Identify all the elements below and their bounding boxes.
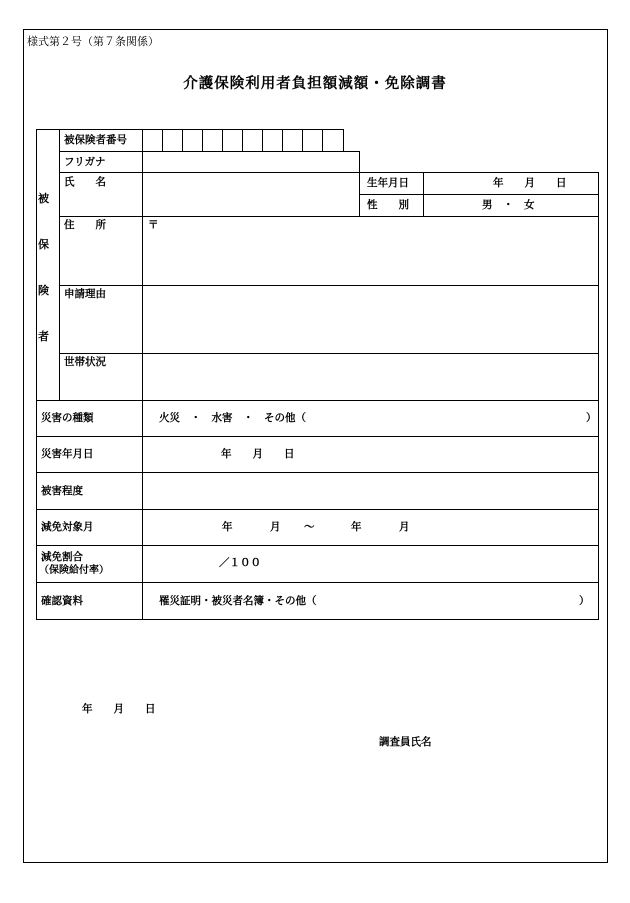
disaster-date-label: 災害年月日 (41, 448, 94, 460)
exemption-period-year1: 年 (222, 521, 233, 533)
sex-label: 性 別 (367, 199, 409, 211)
disaster-type-close-paren: ） (586, 412, 597, 424)
name-label: 氏 名 (64, 176, 106, 188)
household-label: 世帯状況 (64, 356, 106, 368)
birthdate-label: 生年月日 (367, 177, 409, 189)
exemption-period-year2: 年 (351, 521, 362, 533)
form-title: 介護保険利用者負担額減額・免除調書 (183, 76, 447, 92)
disaster-type-label: 災害の種類 (41, 412, 94, 424)
confirmation-docs-label: 確認資料 (41, 595, 83, 607)
exemption-rate-sublabel: （保険給付率） (39, 565, 109, 576)
exemption-period-month2: 月 (399, 521, 410, 533)
insured-group-label-1: 被 (38, 192, 49, 205)
form-number: 様式第２号（第７条関係） (27, 35, 159, 48)
confirmation-docs-close-paren: ） (579, 595, 590, 607)
exemption-period-tilde: ～ (304, 521, 315, 533)
form-frame (23, 29, 608, 863)
birthdate-format: 年 月 日 (493, 177, 567, 189)
footer-date: 年 月 日 (82, 703, 156, 715)
investigator-name-label: 調査員氏名 (379, 736, 432, 748)
reason-label: 申請理由 (64, 288, 106, 300)
address-label: 住 所 (64, 219, 106, 231)
sex-options: 男 ・ 女 (482, 199, 535, 211)
exemption-period-label: 減免対象月 (41, 521, 94, 533)
exemption-rate-value: ／１００ (219, 557, 261, 569)
disaster-date-value: 年 月 日 (221, 448, 295, 460)
exemption-rate-label: 減免割合 (41, 551, 83, 563)
insured-group-label-4: 者 (38, 330, 49, 343)
confirmation-docs-value: 罹災証明・被災者名簿・その他（ (159, 595, 317, 607)
damage-level-label: 被害程度 (41, 485, 83, 497)
exemption-period-month1: 月 (270, 521, 281, 533)
insured-number-label: 被保険者番号 (64, 134, 127, 146)
insured-group-label-3: 険 (38, 284, 49, 297)
disaster-type-options: 火災 ・ 水害 ・ その他（ (159, 412, 306, 424)
insured-group-label-2: 保 (38, 238, 49, 251)
furigana-label: フリガナ (64, 156, 106, 168)
postal-mark: 〒 (148, 219, 159, 231)
